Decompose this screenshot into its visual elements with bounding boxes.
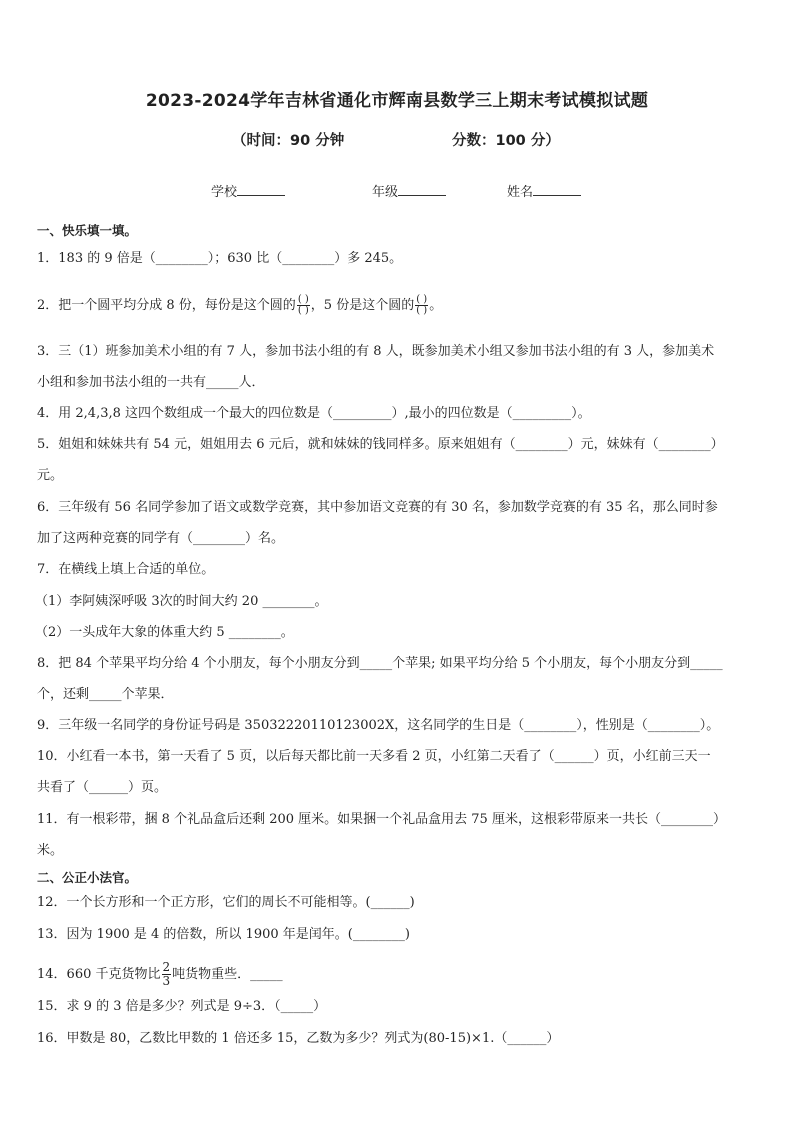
school-blank[interactable] xyxy=(237,183,285,196)
question-11-line-2: 米。 xyxy=(37,843,64,858)
name-label: 姓名 xyxy=(507,185,534,200)
section-1-title: 一、快乐填一填。 xyxy=(37,223,138,238)
question-16: 16．甲数是 80，乙数比甲数的 1 倍还多 15，乙数为多少？列式为(80-15)×1.（______） xyxy=(37,1031,560,1046)
q2-fraction-1: $\frac{( )}{( )}$ xyxy=(297,294,309,316)
question-6-line-2: 加了这两种竞赛的同学有（________）名。 xyxy=(37,531,285,546)
question-4: 4．用 2,4,3,8 这四个数组成一个最大的四位数是（_________）,最小的四位数是（_________）。 xyxy=(37,406,591,421)
question-7-part-1: （1）李阿姨深呼吸 3次的时间大约 20 ________。 xyxy=(35,594,328,609)
q2-text-a: 2．把一个圆平均分成 8 份，每份是这个圆的 xyxy=(37,298,296,313)
section-2-title: 二、公正小法官。 xyxy=(37,870,138,885)
page-title: 2023-2024学年吉林省通化市辉南县数学三上期末考试模拟试题 xyxy=(145,91,649,111)
q2-text-c: 。 xyxy=(429,298,443,313)
question-2 xyxy=(37,295,442,316)
question-13: 13．因为 1900 是 4 的倍数，所以 1900 年是闰年。(________) xyxy=(37,927,410,942)
question-6-line-1: 6．三年级有 56 名同学参加了语文或数学竞赛，其中参加语文竞赛的有 30 名，参加数学竞赛的有 35 名，那么同时参 xyxy=(37,500,718,515)
question-15: 15．求 9 的 3 倍是多少？列式是 9÷3．（_____） xyxy=(37,999,327,1014)
grade-field xyxy=(372,181,446,200)
question-3-line-2: 小组和参加书法小组的一共有_____人． xyxy=(37,375,265,390)
question-8-line-2: 个，还剩_____个苹果． xyxy=(37,687,174,702)
question-14 xyxy=(37,961,283,988)
q14-text-a: 14．660 千克货物比 xyxy=(37,967,161,982)
question-1: 1．183 的 9 倍是（________）；630 比（________）多 245。 xyxy=(37,251,403,266)
q2-text-b: ，5 份是这个圆的 xyxy=(310,298,415,313)
question-9: 9．三年级一名同学的身份证号码是 35032220110123002X，这名同学的生日是（________），性别是（________）。 xyxy=(37,718,720,733)
question-11-line-1: 11．有一根彩带，捆 8 个礼品盒后还剩 200 厘米。如果捆一个礼品盒用去 75 厘米，这根彩带原来一共长（________） xyxy=(37,812,726,827)
question-3-line-1: 3．三（1）班参加美术小组的有 7 人，参加书法小组的有 8 人，既参加美术小组又参加书法小组的有 3 人，参加美术 xyxy=(37,344,715,359)
grade-blank[interactable] xyxy=(398,183,446,196)
question-10-line-1: 10．小红看一本书，第一天看了 5 页，以后每天都比前一天多看 2 页，小红第二天看了（______）页，小红前三天一 xyxy=(37,749,711,764)
question-5-line-2: 元。 xyxy=(37,468,64,483)
question-8-line-1: 8．把 84 个苹果平均分给 4 个小朋友，每个小朋友分到_____个苹果; 如果平均分给 5 个小朋友，每个小朋友分到_____ xyxy=(37,656,723,671)
question-7-stem: 7．在横线上填上合适的单位。 xyxy=(37,562,215,577)
grade-label: 年级 xyxy=(372,185,399,200)
q2-fraction-2: $\frac{( )}{( )}$ xyxy=(416,294,428,316)
name-field xyxy=(507,181,581,200)
q14-fraction: $\frac{2}{3}$ xyxy=(162,960,171,988)
question-10-line-2: 共看了（______）页。 xyxy=(37,780,168,795)
question-5-line-1: 5．姐姐和妹妹共有 54 元，姐姐用去 6 元后，就和妹妹的钱同样多。原来姐姐有（________）元，妹妹有（________） xyxy=(37,437,724,452)
school-field xyxy=(211,181,285,200)
exam-score: 分数：100 分） xyxy=(452,133,560,149)
exam-time: （时间：90 分钟 xyxy=(232,133,345,149)
name-blank[interactable] xyxy=(533,183,581,196)
question-7-part-2: （2）一头成年大象的体重大约 5 ________。 xyxy=(35,625,294,640)
school-label: 学校 xyxy=(211,185,238,200)
question-12: 12．一个长方形和一个正方形，它们的周长不可能相等。(______) xyxy=(37,895,415,910)
q14-text-b: 吨货物重些．_____ xyxy=(172,967,283,982)
